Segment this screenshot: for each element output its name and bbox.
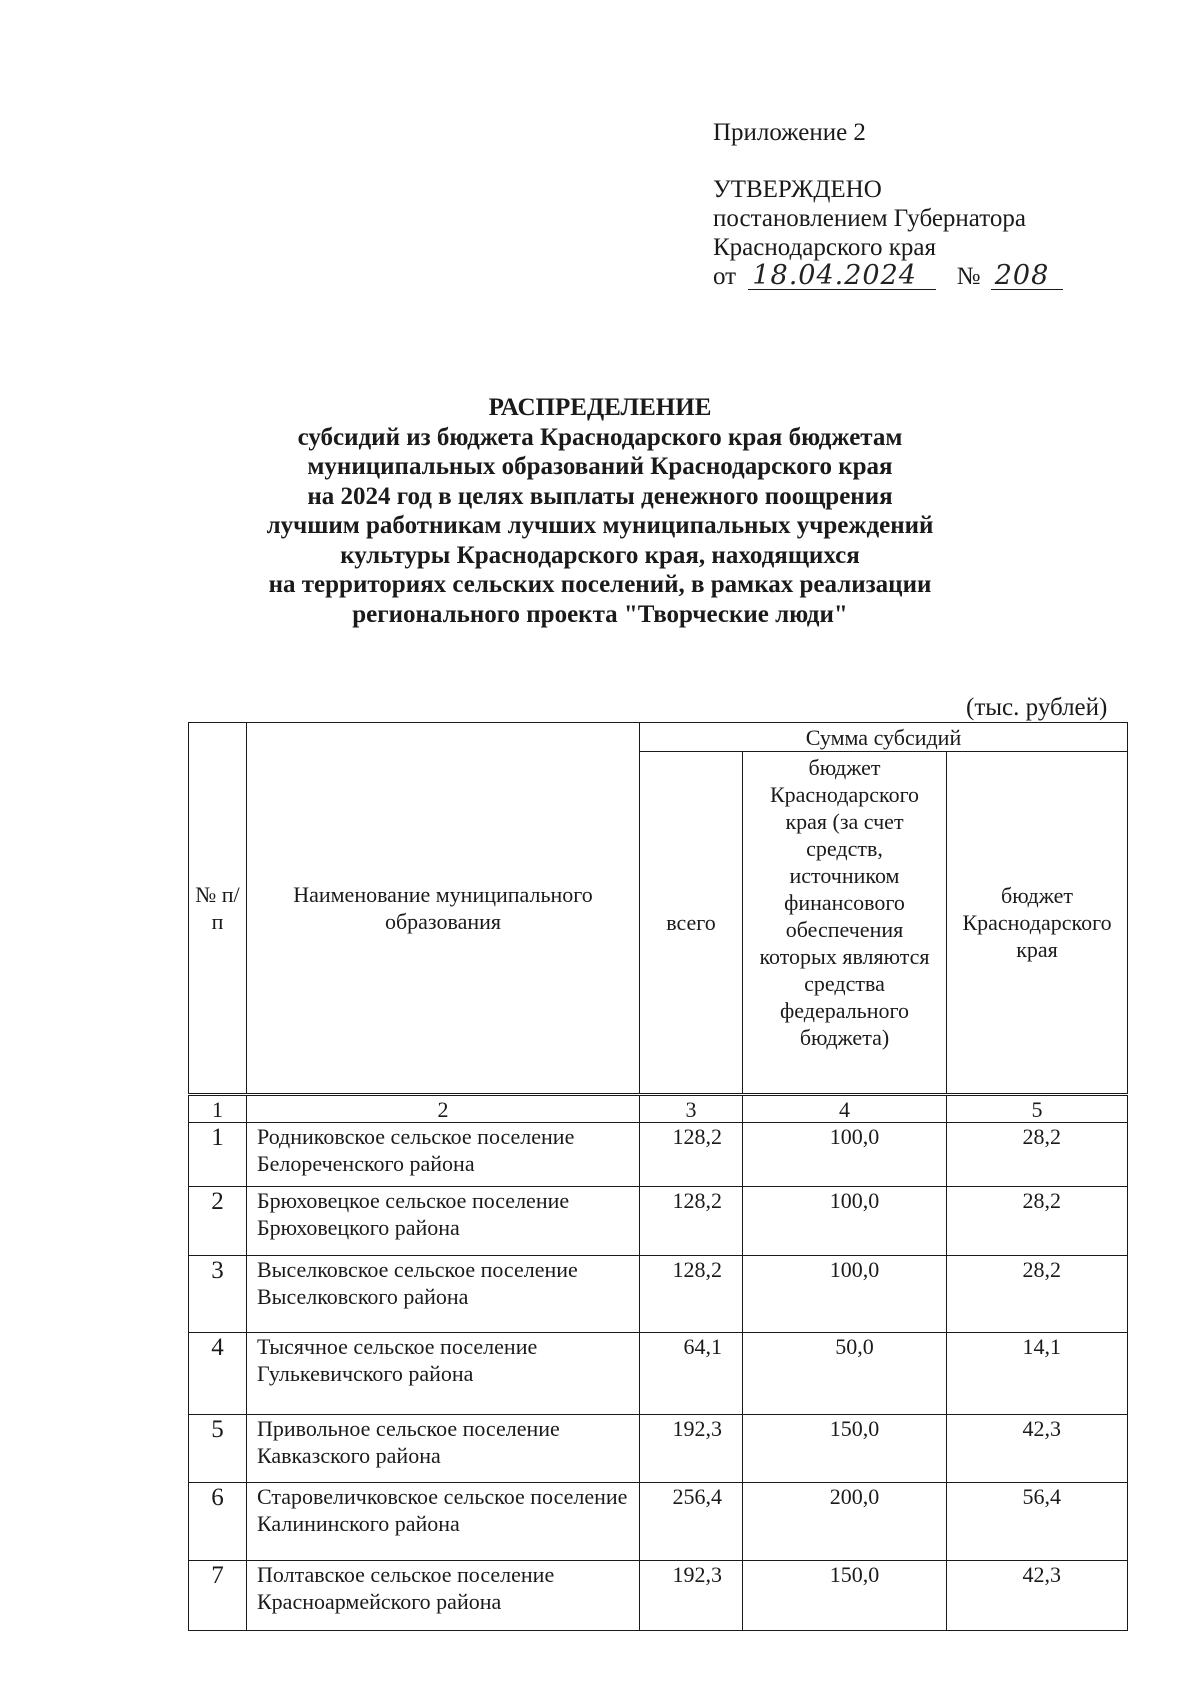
table-row (189, 1123, 1128, 1187)
row-regional: 14,1 (947, 1333, 1128, 1415)
row-municipality: Тысячное сельское поселение Гулькевичского района (247, 1333, 640, 1415)
table-row (189, 1483, 1128, 1561)
annex-label: Приложение 2 (713, 119, 866, 146)
approval-block (713, 118, 1133, 291)
row-total: 192,3 (640, 1415, 743, 1483)
document-title (160, 393, 1040, 629)
row-federal: 50,0 (743, 1333, 947, 1415)
row-regional: 28,2 (947, 1123, 1128, 1187)
approval-line-2: Краснодарского края (713, 234, 936, 261)
units-label: (тыс. рублей) (966, 694, 1108, 721)
column-number: 3 (640, 1095, 743, 1123)
header-federal: бюджет Краснодарского края (за счет средств, источником финансового обеспечения которых являются средства федерального бюджета) (743, 752, 947, 1095)
table-row (189, 1415, 1128, 1483)
row-number: 3 (189, 1256, 247, 1333)
table-row (189, 1256, 1128, 1333)
row-number: 7 (189, 1561, 247, 1631)
subsidy-table (188, 722, 1128, 1631)
table-row (189, 1561, 1128, 1631)
row-number: 1 (189, 1123, 247, 1187)
row-municipality: Выселковское сельское поселение Выселковского района (247, 1256, 640, 1333)
row-total: 128,2 (640, 1256, 743, 1333)
header-name: Наименование муниципального образования (247, 723, 640, 1095)
table-row (189, 1333, 1128, 1415)
header-regional: бюджет Краснодарского края (947, 752, 1128, 1095)
title-heading: РАСПРЕДЕЛЕНИЕ (488, 394, 712, 421)
column-number: 5 (947, 1095, 1128, 1123)
row-number: 6 (189, 1483, 247, 1561)
row-regional: 42,3 (947, 1561, 1128, 1631)
title-line: субсидий из бюджета Краснодарского края бюджетам (297, 423, 903, 451)
row-number: 4 (189, 1333, 247, 1415)
title-line: муниципальных образований Краснодарского края (307, 453, 893, 480)
column-number: 2 (247, 1095, 640, 1123)
row-regional: 28,2 (947, 1187, 1128, 1256)
title-line: на 2024 год в целях выплаты денежного поощрения (307, 482, 893, 510)
row-municipality: Родниковское сельское поселение Белореченского района (247, 1123, 640, 1187)
approval-date-line (713, 262, 1133, 291)
handwritten-number: 208 (991, 263, 1063, 290)
row-total: 256,4 (640, 1483, 743, 1561)
handwritten-date: 18.04.2024 (748, 263, 936, 290)
row-total: 64,1 (640, 1333, 743, 1415)
row-regional: 42,3 (947, 1415, 1128, 1483)
title-line: культуры Краснодарского края, находящихся (340, 541, 860, 569)
row-number: 2 (189, 1187, 247, 1256)
header-no: № п/п (189, 723, 247, 1095)
row-federal: 200,0 (743, 1483, 947, 1561)
row-federal: 150,0 (743, 1561, 947, 1631)
row-federal: 150,0 (743, 1415, 947, 1483)
row-regional: 56,4 (947, 1483, 1128, 1561)
date-prefix: от (713, 263, 737, 290)
row-municipality: Привольное сельское поселение Кавказского района (247, 1415, 640, 1483)
title-line: регионального проекта "Творческие люди" (352, 600, 848, 628)
table-row (189, 1187, 1128, 1256)
column-number: 1 (189, 1095, 247, 1123)
title-line: лучшим работникам лучших муниципальных учреждений (266, 512, 934, 539)
row-total: 192,3 (640, 1561, 743, 1631)
row-federal: 100,0 (743, 1187, 947, 1256)
approval-line-1: постановлением Губернатора (713, 205, 1026, 232)
column-number: 4 (743, 1095, 947, 1123)
header-subsidy-group: Сумма субсидий (640, 723, 1128, 752)
row-federal: 100,0 (743, 1123, 947, 1187)
row-municipality: Брюховецкое сельское поселение Брюховецкого района (247, 1187, 640, 1256)
row-municipality: Старовеличковское сельское поселение Калининского района (247, 1483, 640, 1561)
number-sign: № (956, 263, 981, 290)
header-total: всего (640, 752, 743, 1095)
row-municipality: Полтавское сельское поселение Красноармейского района (247, 1561, 640, 1631)
row-total: 128,2 (640, 1187, 743, 1256)
approved-stamp-text: УТВЕРЖДЕНО (713, 176, 882, 203)
row-number: 5 (189, 1415, 247, 1483)
row-regional: 28,2 (947, 1256, 1128, 1333)
row-total: 128,2 (640, 1123, 743, 1187)
row-federal: 100,0 (743, 1256, 947, 1333)
column-numbers-row (189, 1095, 1128, 1123)
title-line: на территориях сельских поселений, в рамках реализации (268, 571, 932, 598)
